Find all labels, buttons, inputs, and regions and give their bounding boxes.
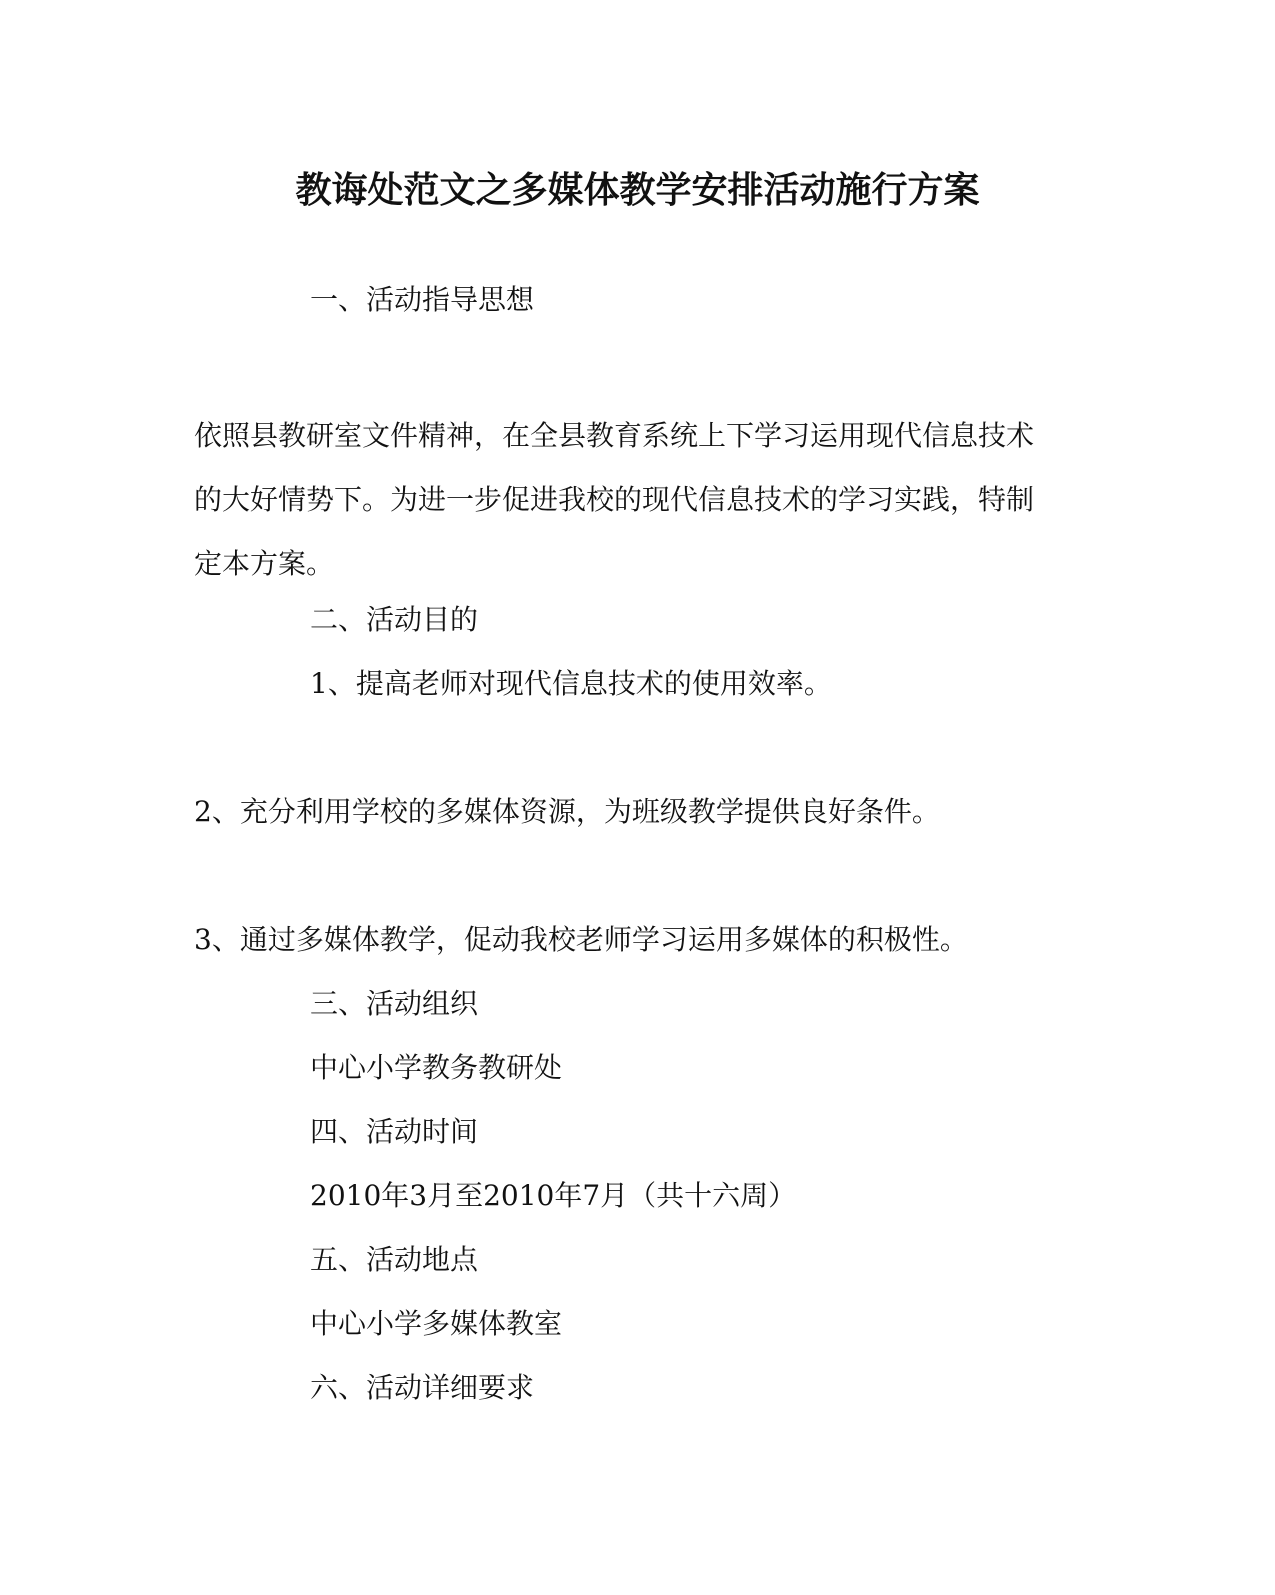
section1-body — [194, 404, 1074, 596]
document-title: 教诲处范文之多媒体教学安排活动施行方案 — [295, 169, 980, 211]
section1-body-line-3: 定本方案。 — [194, 547, 335, 580]
section6-heading: 六、活动详细要求 — [310, 1371, 535, 1404]
section1-body-line-1: 依照县教研室文件精神，在全县教育系统上下学习运用现代信息技术 — [194, 419, 1035, 452]
section3-body: 中心小学教务教研处 — [310, 1051, 563, 1084]
section4-body: 2010年3月至2010年7月（共十六周） — [310, 1179, 797, 1212]
section1-heading: 一、活动指导思想 — [310, 283, 535, 316]
section2-item-2: 2、充分利用学校的多媒体资源，为班级教学提供良好条件。 — [194, 795, 940, 828]
section2-item-3: 3、通过多媒体教学，促动我校老师学习运用多媒体的积极性。 — [194, 923, 968, 956]
section3-heading: 三、活动组织 — [310, 987, 479, 1020]
section2-item-1: 1、提高老师对现代信息技术的使用效率。 — [310, 667, 832, 700]
section2-heading: 二、活动目的 — [310, 603, 479, 636]
section5-body: 中心小学多媒体教室 — [310, 1307, 563, 1340]
section4-heading: 四、活动时间 — [310, 1115, 479, 1148]
section5-heading: 五、活动地点 — [310, 1243, 479, 1276]
section1-body-line-2: 的大好情势下。为进一步促进我校的现代信息技术的学习实践，特制 — [194, 483, 1035, 516]
